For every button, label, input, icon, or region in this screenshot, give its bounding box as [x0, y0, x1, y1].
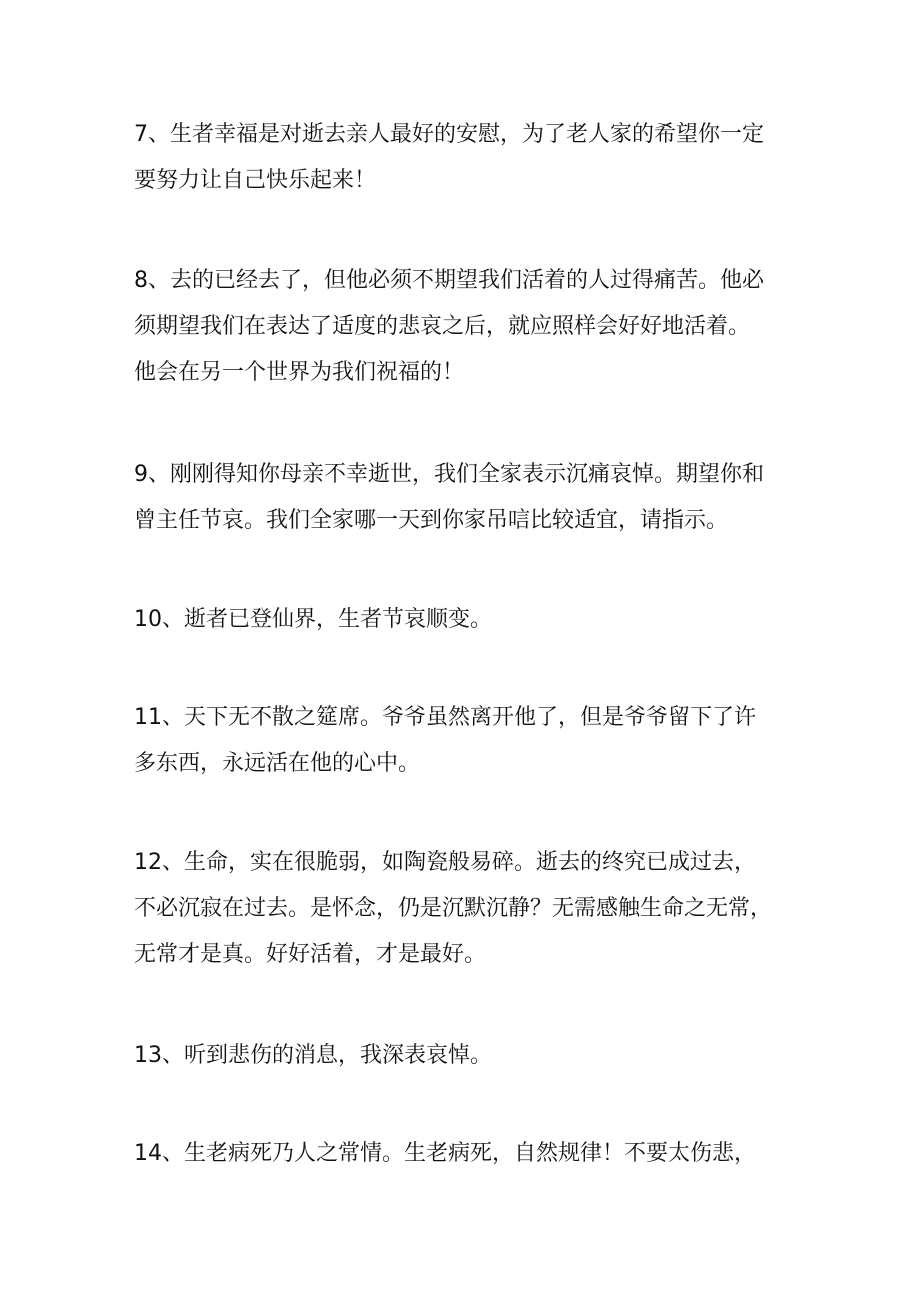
paragraph-line: 12、生命，实在很脆弱，如陶瓷般易碎。逝去的终究已成过去，	[134, 850, 756, 875]
paragraph-line: 14、生老病死乃人之常情。生老病死，自然规律！不要太伤悲，	[134, 1141, 756, 1166]
paragraph-line: 11、天下无不散之筵席。爷爷虽然离开他了，但是爷爷留下了许	[134, 705, 756, 730]
paragraph-10	[134, 597, 814, 643]
paragraph-line: 7、生者幸福是对逝去亲人最好的安慰，为了老人家的希望你一定	[134, 122, 764, 147]
paragraph-7	[134, 112, 814, 204]
paragraph-line: 无常才是真。好好活着，才是最好。	[134, 942, 487, 967]
paragraph-line: 多东西，永远活在他的心中。	[134, 751, 421, 776]
paragraph-9	[134, 452, 814, 544]
paragraph-line: 须期望我们在表达了适度的悲哀之后，就应照样会好好地活着。	[134, 314, 751, 339]
paragraph-line: 13、听到悲伤的消息，我深表哀悼。	[134, 1043, 492, 1068]
paragraph-12	[134, 840, 814, 978]
paragraph-line: 曾主任节哀。我们全家哪一天到你家吊唁比较适宜，请指示。	[134, 508, 729, 533]
paragraph-13	[134, 1033, 814, 1079]
paragraph-11	[134, 695, 814, 787]
paragraph-14	[134, 1131, 814, 1177]
paragraph-line: 10、逝者已登仙界，生者节哀顺变。	[134, 607, 492, 632]
paragraph-line: 他会在另一个世界为我们祝福的！	[134, 360, 465, 385]
paragraph-line: 要努力让自己快乐起来！	[134, 168, 377, 193]
paragraph-line: 9、刚刚得知你母亲不幸逝世，我们全家表示沉痛哀悼。期望你和	[134, 462, 764, 487]
paragraph-line: 不必沉寂在过去。是怀念，仍是沉默沉静？无需感触生命之无常，	[134, 896, 773, 921]
paragraph-8	[134, 258, 814, 396]
paragraph-line: 8、去的已经去了，但他必须不期望我们活着的人过得痛苦。他必	[134, 268, 764, 293]
